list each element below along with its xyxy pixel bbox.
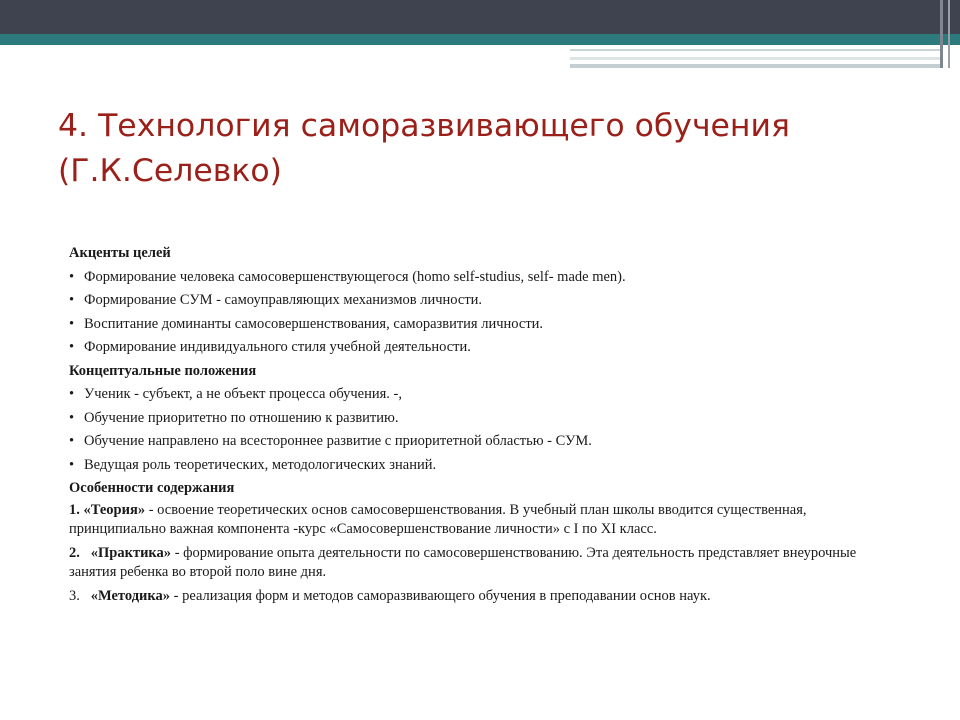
concepts-heading: Концептуальные положения [69, 362, 257, 379]
bullet-icon: • [69, 339, 75, 355]
content-features-heading: Особенности содержания [69, 480, 235, 496]
list-item: • Воспитание доминанты самосовершенствования, саморазвития личности. [69, 313, 899, 337]
decor-end [948, 0, 950, 68]
bullet-icon: • [69, 268, 75, 285]
decor-line [570, 64, 942, 68]
bullet-icon: • [69, 292, 75, 308]
bullet-icon: • [69, 433, 75, 449]
bullet-icon: • [69, 386, 75, 402]
list-item: • Ведущая роль теоретических, методологических знаний. [69, 454, 899, 478]
decor-line [570, 49, 942, 51]
term: «Теория» [83, 501, 146, 518]
numbered-item: 2. «Практика» - формирование опыта деятельности по самосовершенствованию. Эта деятельность представляет внеурочные занятия ребенка во второй поло вине дня. [69, 544, 857, 580]
decor-line [570, 57, 942, 60]
slide-content [69, 242, 899, 610]
list-item: • Формирование человека самосовершенствующегося (homo self-studius, self- made men). [69, 266, 899, 290]
decor-end [940, 0, 943, 68]
bullet-icon: • [69, 456, 75, 473]
header-teal-band [0, 34, 960, 45]
term: «Практика» [90, 544, 172, 561]
title-line-1: 4. Технология саморазвивающего обучения [58, 108, 790, 144]
slide-title [58, 104, 918, 194]
header-dark-band [0, 0, 960, 34]
numbered-item: 3. «Методика» - реализация форм и методов саморазвивающего обучения в преподавании основ наук. [69, 587, 711, 604]
bullet-icon: • [69, 315, 75, 332]
title-line-2: (Г.К.Селевко) [58, 153, 282, 189]
bullet-icon: • [69, 409, 75, 426]
goals-heading: Акценты целей [69, 245, 171, 261]
numbered-item: 1. «Теория» - освоение теоретических основ самосовершенствования. В учебный план школы вводится существенная, принципиально важная компонента -курс «Самосовершенствование личности» с I по XI класс. [69, 501, 807, 537]
list-item: • Формирование СУМ - самоуправляющих механизмов личности. [69, 289, 899, 313]
list-item: • Ученик - субъект, а не объект процесса обучения. -, [69, 383, 899, 407]
list-item: • Формирование индивидуального стиля учебной деятельности. [69, 336, 899, 360]
term: «Методика» [90, 587, 171, 604]
list-item: • Обучение приоритетно по отношению к развитию. [69, 407, 899, 431]
list-item: • Обучение направлено на всестороннее развитие с приоритетной областью - СУМ. [69, 430, 899, 454]
